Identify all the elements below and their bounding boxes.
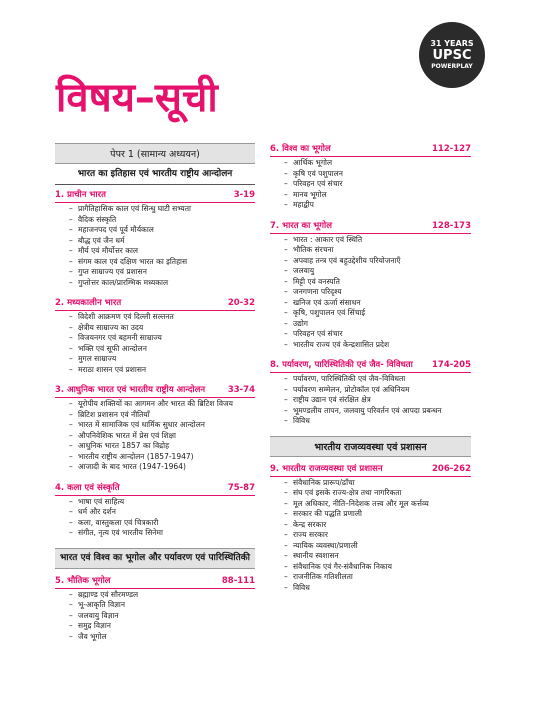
topic-item: – समुद्र विज्ञान	[69, 621, 255, 632]
topic-item: – मराठा शासन एवं प्रशासन	[69, 365, 255, 376]
section-heading[interactable]	[55, 297, 255, 311]
topic-item: – स्थानीय स्वशासन	[284, 551, 471, 562]
section-heading[interactable]	[270, 463, 471, 477]
section-heading[interactable]	[55, 482, 255, 496]
topic-list	[270, 158, 471, 211]
section-page-range: 3-19	[233, 190, 255, 200]
topic-item: – संवैधानिक प्रारूप/ढाँचा	[284, 478, 471, 489]
section-title: 8. पर्यावरण, पारिस्थितिकी एवं जैव- विविधता	[270, 360, 413, 370]
topic-item: – महाद्वीप	[284, 200, 471, 211]
section-title: 9. भारतीय राजव्यवस्था एवं प्रशासन	[270, 463, 383, 474]
paper-heading: पेपर 1 (सामान्य अध्ययन)	[55, 143, 255, 164]
topic-item: – विविध	[284, 416, 471, 427]
topic-item: – धर्म और दर्शन	[69, 507, 255, 518]
topic-item: – महाजनपद एवं पूर्व मौर्यकाल	[69, 225, 255, 236]
section-heading[interactable]	[270, 359, 471, 373]
topic-item: – आधुनिक भारत 1857 का विद्रोह	[69, 441, 255, 452]
section-page-range: 112-127	[431, 144, 471, 154]
group-heading-history: भारत का इतिहास एवं भारतीय राष्ट्रीय आन्दोलन	[55, 166, 255, 185]
topic-item: – भाषा एवं साहित्य	[69, 497, 255, 508]
section-title: 5. भौतिक भूगोल	[55, 575, 111, 586]
toc-section	[270, 220, 471, 351]
topic-item: – विविध	[284, 583, 471, 594]
section-list	[270, 463, 471, 594]
topic-item: – कला, वास्तुकला एवं चित्रकारी	[69, 518, 255, 529]
topic-item: – भारतीय राज्य एवं केन्द्रशासित प्रदेश	[284, 340, 471, 351]
topic-item: – जनगणना परिदृश्य	[284, 287, 471, 298]
topic-item: – विदेशी आक्रमण एवं दिल्ली सल्तनत	[69, 312, 255, 323]
section-page-range: 128-173	[431, 220, 471, 231]
topic-item: – राजनीतिक गतिशीलता	[284, 572, 471, 583]
toc-section	[55, 482, 255, 539]
topic-item: – कृषि, पशुपालन एवं सिंचाई	[284, 308, 471, 319]
group-heading-geography: भारत एवं विश्व का भूगोल और पर्यावरण एवं पारिस्थितिकी	[55, 548, 255, 569]
topic-item: – केन्द्र सरकार	[284, 520, 471, 531]
topic-item: – प्रागैतिहासिक काल एवं सिन्धु घाटी सभ्यता	[69, 204, 255, 215]
topic-item: – अपवाह तन्त्र एवं बहुउद्देशीय परियोजनाएँ	[284, 256, 471, 267]
section-title: 7. भारत का भूगोल	[270, 220, 332, 231]
topic-item: – भौतिक संरचना	[284, 245, 471, 256]
topic-item: – राज्य सरकार	[284, 530, 471, 541]
topic-list	[55, 497, 255, 539]
topic-list	[270, 374, 471, 427]
section-page-range: 206-262	[431, 463, 471, 474]
topic-item: – भूमण्डलीय तापन, जलवायु परिवर्तन एवं आपदा प्रबन्धन	[284, 406, 471, 417]
section-page-range: 75-87	[227, 482, 255, 493]
topic-item: – संगीत, नृत्य एवं भारतीय सिनेमा	[69, 528, 255, 539]
section-heading[interactable]	[55, 384, 255, 398]
section-page-range: 20-32	[227, 298, 255, 308]
topic-item: – भारत : आकार एवं स्थिति	[284, 235, 471, 246]
topic-item: – परिवहन एवं संचार	[284, 329, 471, 340]
topic-item: – जलवायु विज्ञान	[69, 611, 255, 622]
topic-item: – न्यायिक व्यवस्था/प्रणाली	[284, 541, 471, 552]
badge-series: POWERPLAY	[431, 63, 473, 70]
badge-exam: UPSC	[432, 48, 472, 63]
topic-list	[55, 312, 255, 375]
section-heading[interactable]	[270, 220, 471, 234]
section-title: 2. मध्यकालीन भारत	[55, 298, 122, 308]
topic-list	[55, 590, 255, 643]
topic-item: – मिट्टी एवं वनस्पति	[284, 277, 471, 288]
section-list	[270, 143, 471, 427]
left-column	[55, 143, 255, 651]
topic-item: – आजादी के बाद भारत (1947-1964)	[69, 462, 255, 473]
topic-item: – ब्रिटिश प्रशासन एवं नीतियाँ	[69, 410, 255, 421]
topic-item: – भू-आकृति विज्ञान	[69, 600, 255, 611]
topic-item: – भारतीय राष्ट्रीय आन्दोलन (1857-1947)	[69, 452, 255, 463]
topic-item: – गुप्तोत्तर काल/प्रारम्भिक मध्यकाल	[69, 278, 255, 289]
topic-item: – जैव भूगोल	[69, 632, 255, 643]
power-play-badge	[419, 22, 485, 88]
page-title: विषय–सूची	[56, 75, 218, 121]
group-heading-polity: भारतीय राजव्यवस्था एवं प्रशासन	[270, 436, 471, 457]
toc-section	[55, 575, 255, 643]
topic-item: – सरकार की पद्धति प्रणाली	[284, 509, 471, 520]
topic-item: – पर्यावरण, पारिस्थितिकी एवं जैव–विविधता	[284, 374, 471, 385]
section-heading[interactable]	[270, 143, 471, 157]
section-page-range: 33-74	[227, 385, 255, 395]
toc-section	[55, 297, 255, 375]
topic-item: – संवैधानिक एवं गैर-संवैधानिक निकाय	[284, 562, 471, 573]
topic-item: – संगम काल एवं दक्षिण भारत का इतिहास	[69, 257, 255, 268]
topic-item: – ब्रह्माण्ड एवं सौरमण्डल	[69, 590, 255, 601]
section-heading[interactable]	[55, 189, 255, 203]
toc-section	[270, 463, 471, 594]
topic-item: – परिवहन एवं संचार	[284, 179, 471, 190]
section-title: 3. आधुनिक भारत एवं भारतीय राष्ट्रीय आन्दोलन	[55, 385, 206, 395]
topic-item: – मुगल साम्राज्य	[69, 354, 255, 365]
section-page-range: 174-205	[431, 360, 471, 370]
section-list	[55, 575, 255, 643]
section-title: 6. विश्व का भूगोल	[270, 144, 331, 154]
topic-item: – खनिज एवं ऊर्जा संसाधन	[284, 298, 471, 309]
topic-item: – गुप्त साम्राज्य एवं प्रशासन	[69, 267, 255, 278]
topic-item: – भारत में सामाजिक एवं धार्मिक सुधार आन्दोलन	[69, 420, 255, 431]
topic-item: – भक्ति एवं सूफी आन्दोलन	[69, 344, 255, 355]
topic-item: – संघ एवं इसके राज्य-क्षेत्र तथा नागरिकता	[284, 488, 471, 499]
topic-item: – विजयनगर एवं बहमनी साम्राज्य	[69, 333, 255, 344]
toc-section	[55, 189, 255, 288]
topic-list	[55, 399, 255, 473]
topic-item: – उद्योग	[284, 319, 471, 330]
topic-item: – औपनिवेशिक भारत में प्रेस एवं शिक्षा	[69, 431, 255, 442]
section-list	[55, 189, 255, 539]
toc-section	[270, 359, 471, 427]
toc-section	[270, 143, 471, 211]
topic-item: – राष्ट्रीय उद्यान एवं संरक्षित क्षेत्र	[284, 395, 471, 406]
topic-item: – जलवायु	[284, 266, 471, 277]
topic-item: – बौद्ध एवं जैन धर्म	[69, 236, 255, 247]
topic-item: – मानव भूगोल	[284, 190, 471, 201]
topic-item: – वैदिक संस्कृति	[69, 215, 255, 226]
section-heading[interactable]	[55, 575, 255, 589]
badge-years: 31 YEARS	[430, 39, 474, 48]
topic-list	[270, 235, 471, 351]
topic-item: – कृषि एवं पशुपालन	[284, 169, 471, 180]
topic-item: – मूल अधिकार, नीति–निदेशक तत्त्व और मूल कर्त्तव्य	[284, 499, 471, 510]
topic-item: – मौर्य एवं मौर्योत्तर काल	[69, 246, 255, 257]
topic-list	[270, 478, 471, 594]
section-title: 4. कला एवं संस्कृति	[55, 482, 120, 493]
topic-list	[55, 204, 255, 288]
topic-item: – पर्यावरण सम्मेलन, प्रोटोकॉल एवं अधिनियम	[284, 385, 471, 396]
topic-item: – यूरोपीय शक्तियों का आगमन और भारत की ब्रिटिश विजय	[69, 399, 255, 410]
topic-item: – आर्थिक भूगोल	[284, 158, 471, 169]
right-column	[270, 143, 471, 602]
toc-section	[55, 384, 255, 473]
topic-item: – क्षेत्रीय साम्राज्य का उदय	[69, 323, 255, 334]
section-page-range: 88-111	[221, 575, 255, 586]
section-title: 1. प्राचीन भारत	[55, 190, 106, 200]
